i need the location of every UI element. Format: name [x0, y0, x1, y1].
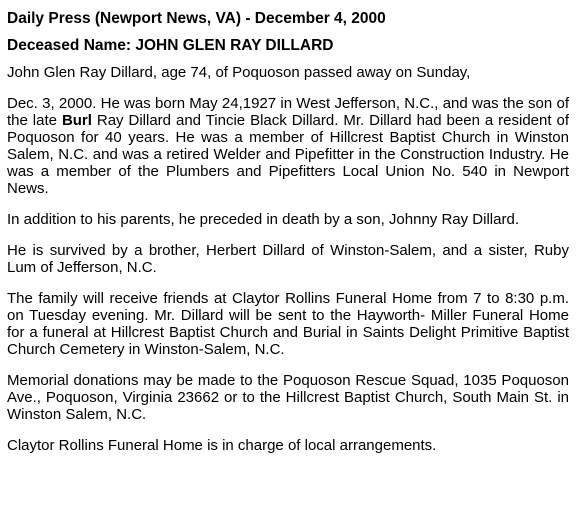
arrangements-paragraph: Claytor Rollins Funeral Home is in charge of local arrangements. [7, 437, 437, 454]
father-first-name: Burl [61, 112, 92, 129]
biography-text-start: Dec. 3, 2000. He was born May 24,1927 in West Jefferson, N.C., and was the son of the late [7, 95, 569, 129]
deceased-name-heading: Deceased Name: JOHN GLEN RAY DILLARD [7, 37, 334, 54]
biography-paragraph [7, 95, 569, 197]
survivors-paragraph: He is survived by a brother, Herbert Dillard of Winston-Salem, and a sister, Ruby Lum of Jefferson, N.C. [7, 242, 569, 276]
source-heading: Daily Press (Newport News, VA) - December 4, 2000 [7, 10, 386, 27]
intro-paragraph: John Glen Ray Dillard, age 74, of Poquoson passed away on Sunday, [7, 64, 471, 81]
memorial-paragraph: Memorial donations may be made to the Poquoson Rescue Squad, 1035 Poquoson Ave., Poquoson, Virginia 23662 or to the Hillcrest Baptist Church, South Main St. in Winston Salem, N.C. [7, 372, 569, 423]
biography-text-end: Ray Dillard and Tincie Black Dillard. Mr. Dillard had been a resident of Poquoson for 40 years. He was a member of Hillcrest Baptist Church in Winston Salem, N.C. and was a retired Welder and Pipefitter in the Construction Industry. He was a member of the Plumbers and Pipefitters Local Union No. 540 in Newport News. [7, 112, 569, 197]
services-paragraph: The family will receive friends at Claytor Rollins Funeral Home from 7 to 8:30 p.m. on Tuesday evening. Mr. Dillard will be sent to the Hayworth- Miller Funeral Home for a funeral at Hillcrest Baptist Church and Burial in Saints Delight Primitive Baptist Church Cemetery in Winston-Salem, N.C. [7, 290, 569, 358]
preceded-paragraph: In addition to his parents, he preceded in death by a son, Johnny Ray Dillard. [7, 211, 519, 228]
